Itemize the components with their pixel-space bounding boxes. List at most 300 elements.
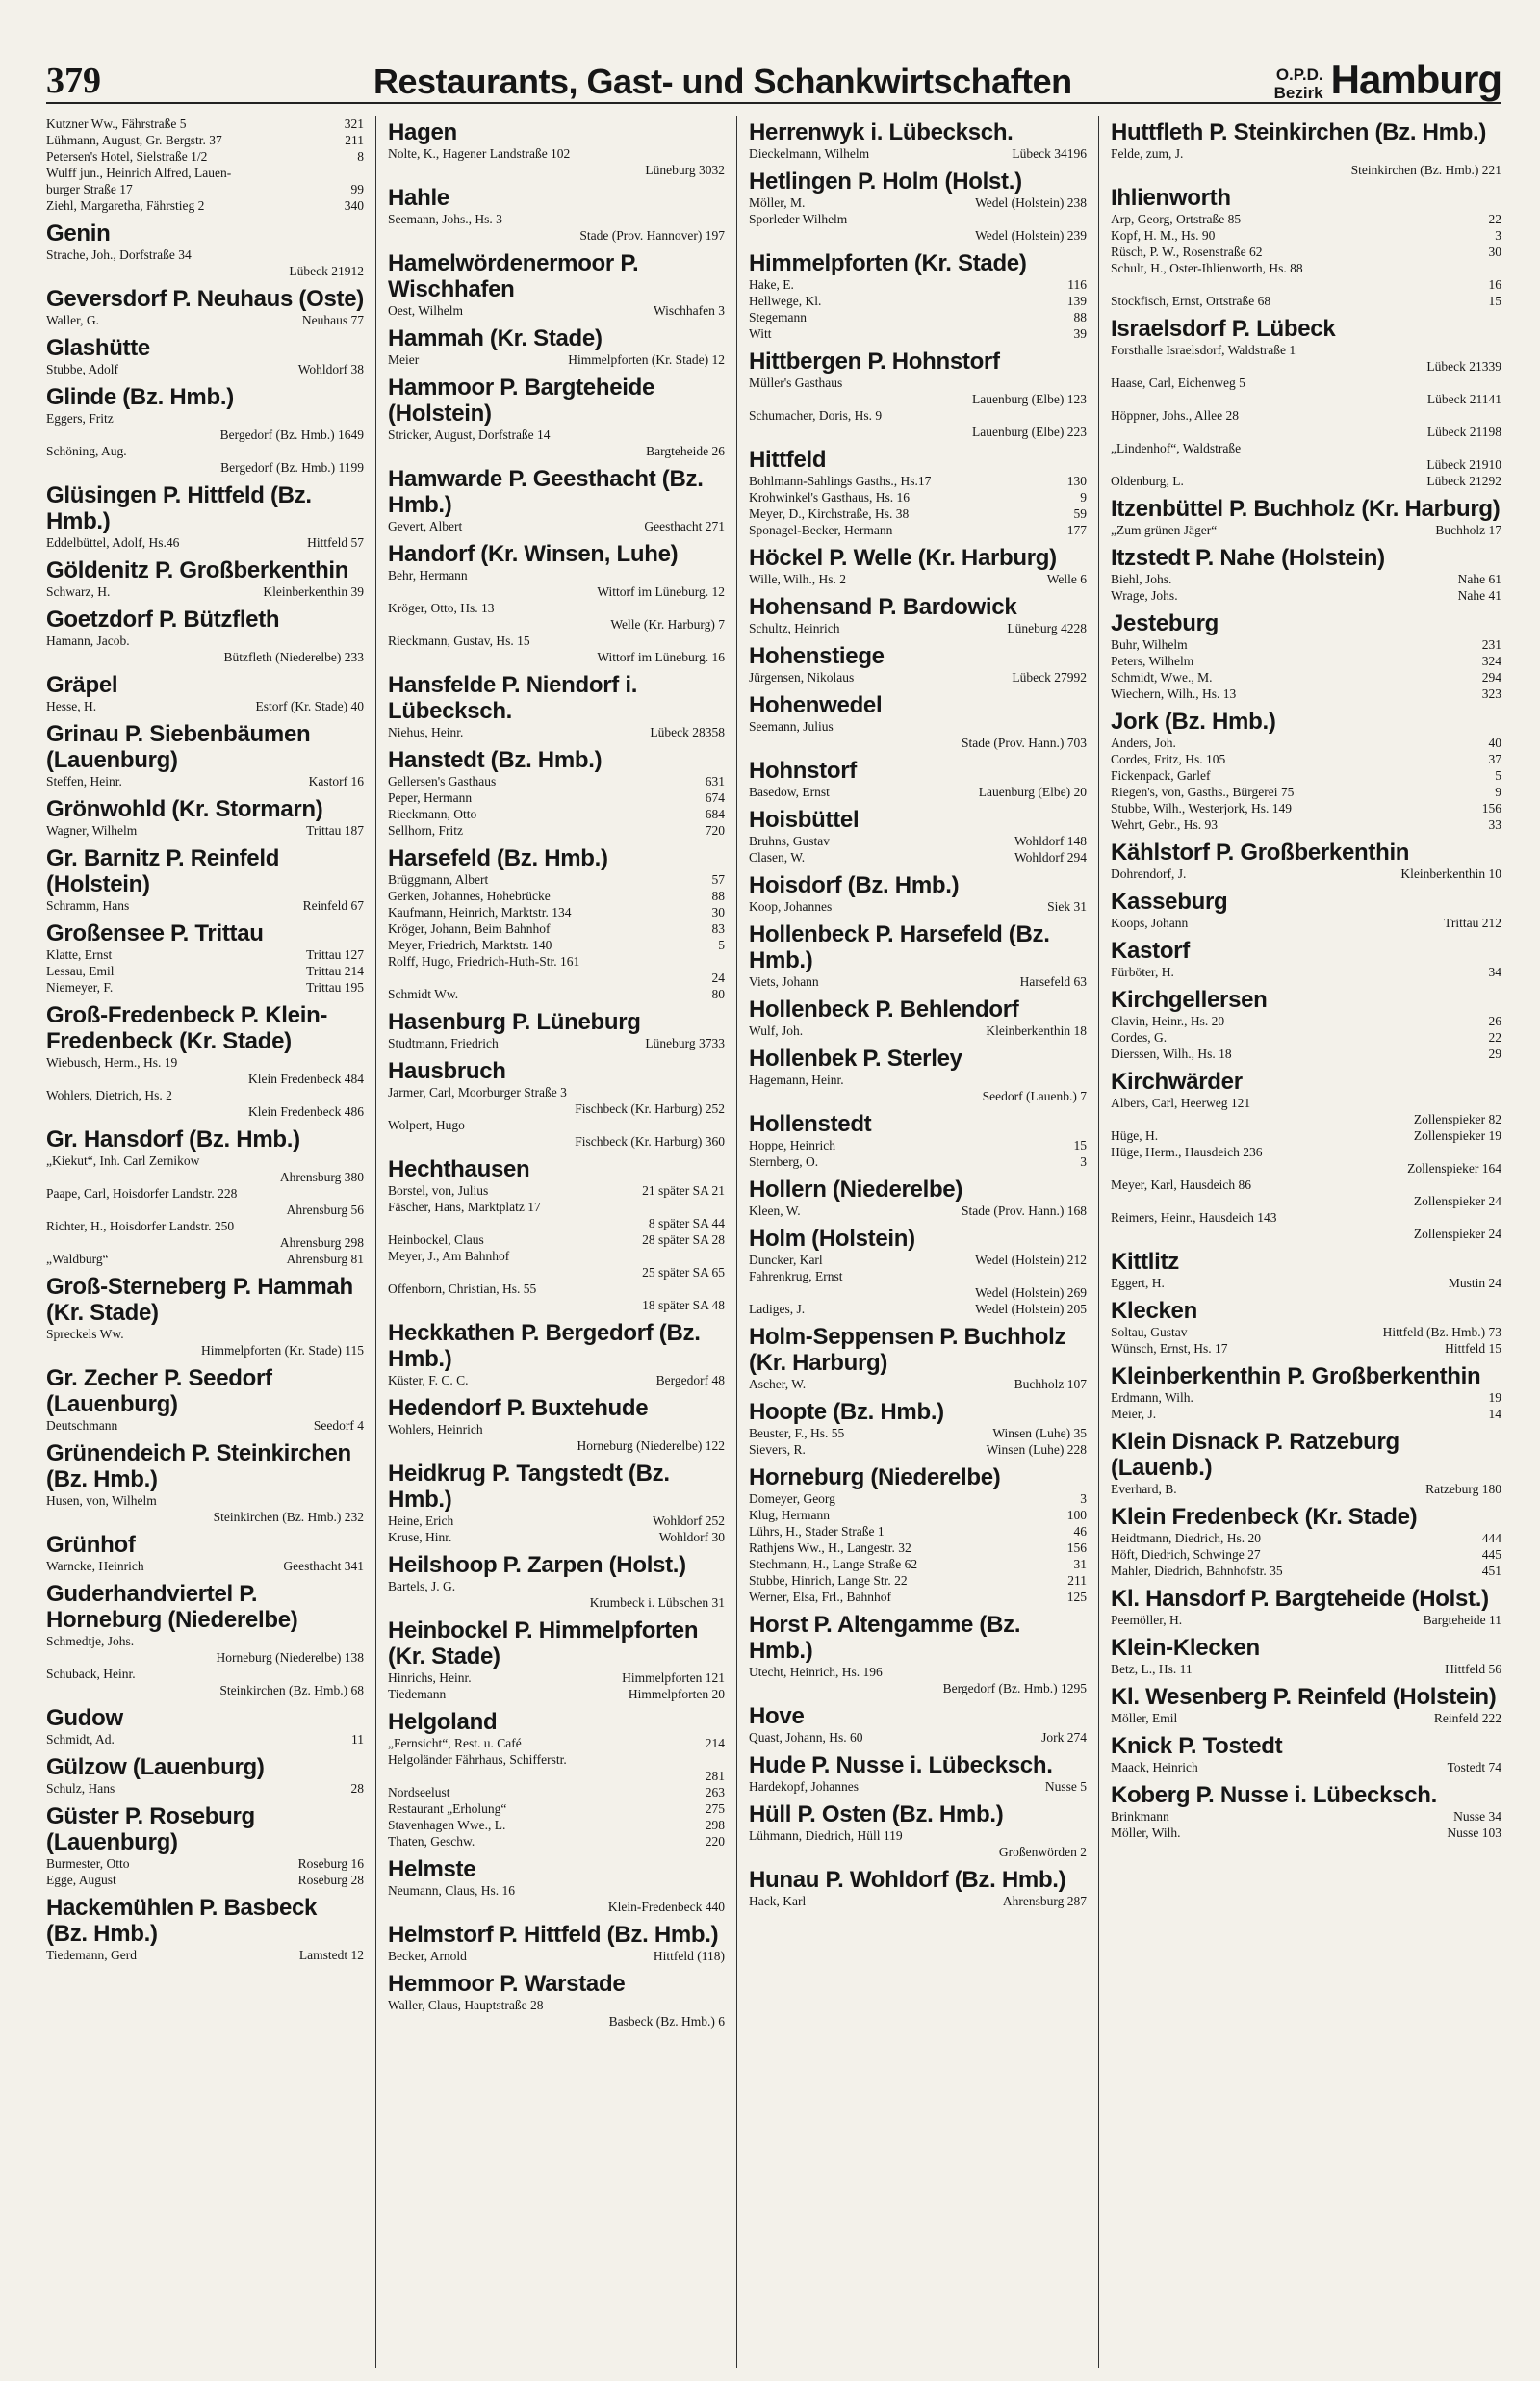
listing-phone: Wittorf im Lüneburg. 12 <box>597 584 725 599</box>
listing-line <box>46 1492 364 1509</box>
directory-entry <box>388 845 725 1002</box>
listing-name: Höppner, Johs., Allee 28 <box>1111 408 1239 423</box>
place-heading: Holm (Holstein) <box>749 1226 915 1252</box>
column-3 <box>737 116 1099 2368</box>
listing-name: Ascher, W. <box>749 1377 807 1391</box>
listing-name: Schmidt, Ad. <box>46 1732 115 1747</box>
columns-container <box>46 116 1502 2368</box>
listing-name: Hamann, Jacob. <box>46 634 130 648</box>
listing-phone: 116 <box>1067 277 1087 292</box>
directory-entry <box>46 286 364 328</box>
listing-name: Meier <box>388 352 420 367</box>
listing-name: Deutschmann <box>46 1418 118 1433</box>
listing-name: „Waldburg“ <box>46 1252 109 1266</box>
listing-line <box>388 1372 725 1388</box>
listing-name: Nolte, K., Hagener Landstraße 102 <box>388 146 571 161</box>
directory-entry <box>388 466 725 534</box>
listing-line <box>388 1594 725 1611</box>
listing-phone: 211 <box>1067 1573 1087 1588</box>
place-heading: Horst P. Altengamme (Bz. Hmb.) <box>749 1612 1021 1664</box>
listing-phone: Lübeck 21910 <box>1426 457 1502 472</box>
listing-phone: Bergedorf (Bz. Hmb.) 1199 <box>220 460 364 475</box>
listing-line <box>1111 162 1502 178</box>
listing-name: Richter, H., Hoisdorfer Landstr. 250 <box>46 1219 235 1233</box>
directory-entry <box>388 1618 725 1702</box>
directory-entry <box>749 996 1087 1039</box>
directory-entry <box>1111 938 1502 980</box>
directory-entry <box>388 325 725 368</box>
directory-entry <box>388 1552 725 1611</box>
listing-line <box>1111 1226 1502 1242</box>
listing-name: Burmester, Otto <box>46 1856 130 1871</box>
listing-line <box>388 1784 725 1800</box>
listing-name: Rolff, Hugo, Friedrich-Huth-Str. 161 <box>388 954 580 969</box>
place-heading: Klein Fredenbeck (Kr. Stade) <box>1111 1504 1418 1530</box>
listing-phone: 25 später SA 65 <box>642 1265 725 1280</box>
directory-entry <box>388 747 725 839</box>
listing-name: Heinbockel, Claus <box>388 1232 484 1247</box>
directory-entry <box>46 1803 364 1888</box>
listing-phone: 83 <box>711 921 725 936</box>
listing-name: Niemeyer, F. <box>46 980 114 995</box>
place-heading: Hüll P. Osten (Bz. Hmb.) <box>749 1801 1004 1827</box>
place-heading: Hunau P. Wohldorf (Bz. Hmb.) <box>749 1867 1066 1893</box>
listing-name: Schultz, Heinrich <box>749 621 840 635</box>
listing-name: Ladiges, J. <box>749 1302 806 1316</box>
listing-phone: Großenwörden 2 <box>998 1845 1087 1859</box>
listing-phone: 281 <box>705 1769 725 1783</box>
listing-phone: Hittfeld (Bz. Hmb.) 73 <box>1382 1325 1502 1339</box>
place-heading: Gräpel <box>46 672 118 698</box>
place-heading: Gr. Hansdorf (Bz. Hmb.) <box>46 1126 300 1152</box>
place-heading: Groß-Fredenbeck P. Klein-Fredenbeck (Kr. Stade) <box>46 1002 328 1054</box>
listing-phone: Kleinberkenthin 39 <box>263 584 364 599</box>
place-heading: Güster P. Roseburg (Lauenburg) <box>46 1803 255 1855</box>
listing-name: Klug, Hermann <box>749 1508 830 1522</box>
listing-line <box>749 505 1087 522</box>
directory-entry <box>749 1324 1087 1392</box>
listing-line <box>749 1072 1087 1088</box>
place-heading: Hemmoor P. Warstade <box>388 1971 626 1997</box>
directory-entry <box>749 1703 1087 1746</box>
listing-line <box>46 773 364 789</box>
listing-name: Bohlmann-Sahlings Gasths., Hs.17 <box>749 474 932 488</box>
directory-entry <box>46 482 364 551</box>
listing-phone: 29 <box>1488 1047 1502 1061</box>
listing-line <box>749 669 1087 686</box>
place-heading: Hetlingen P. Holm (Holst.) <box>749 168 1022 194</box>
listing-phone: Krumbeck i. Lübschen 31 <box>589 1595 725 1610</box>
listing-line <box>749 1268 1087 1284</box>
listing-name: Meyer, Friedrich, Marktstr. 140 <box>388 938 552 952</box>
place-heading: Gr. Zecher P. Seedorf (Lauenburg) <box>46 1365 272 1417</box>
listing-line <box>46 698 364 714</box>
directory-entry <box>388 185 725 244</box>
listing-phone: Geesthacht 271 <box>644 519 725 533</box>
directory-entry <box>1111 987 1502 1062</box>
listing-name: Rieckmann, Otto <box>388 807 477 821</box>
listing-line <box>46 116 364 132</box>
listing-name: Hüge, Herm., Hausdeich 236 <box>1111 1145 1263 1159</box>
listing-line <box>388 1513 725 1529</box>
listing-name: Wolpert, Hugo <box>388 1118 465 1132</box>
listing-name: Haase, Carl, Eichenweg 5 <box>1111 375 1245 390</box>
listing-name: Niehus, Heinr. <box>388 725 464 739</box>
listing-name: Meyer, J., Am Bahnhof <box>388 1249 510 1263</box>
listing-line <box>1111 440 1502 456</box>
listing-name: Egge, August <box>46 1873 116 1887</box>
listing-phone: Hittfeld 56 <box>1445 1662 1502 1676</box>
place-heading: Holm-Seppensen P. Buchholz (Kr. Harburg) <box>749 1324 1066 1376</box>
directory-entry <box>388 119 725 178</box>
place-heading: Hoisbüttel <box>749 807 860 833</box>
listing-phone: Basbeck (Bz. Hmb.) 6 <box>608 2014 725 2029</box>
listing-name: Viets, Johann <box>749 974 819 989</box>
listing-phone: Lübeck 21912 <box>289 264 364 278</box>
listing-line <box>46 443 364 459</box>
listing-line <box>46 459 364 476</box>
listing-phone: Trittau 187 <box>306 823 364 838</box>
listing-phone: Wedel (Holstein) 238 <box>975 195 1087 210</box>
listing-phone: Trittau 214 <box>306 964 364 978</box>
listing-line <box>388 1084 725 1100</box>
listing-line <box>46 1087 364 1103</box>
listing-name: Schmidt Ww. <box>388 987 459 1001</box>
listing-name: Schöning, Aug. <box>46 444 127 458</box>
listing-phone: 34 <box>1488 965 1502 979</box>
listing-name: Meyer, Karl, Hausdeich 86 <box>1111 1178 1252 1192</box>
listing-name: Quast, Johann, Hs. 60 <box>749 1730 863 1745</box>
place-heading: Heckkathen P. Bergedorf (Bz. Hmb.) <box>388 1320 701 1372</box>
listing-phone: 720 <box>705 823 725 838</box>
listing-phone: 57 <box>711 872 725 887</box>
place-heading: Hollenstedt <box>749 1111 872 1137</box>
listing-line <box>46 897 364 914</box>
place-heading: Kählstorf P. Großberkenthin <box>1111 840 1410 866</box>
listing-line <box>749 1507 1087 1523</box>
listing-name: Forsthalle Israelsdorf, Waldstraße 1 <box>1111 343 1296 357</box>
listing-line <box>1111 293 1502 309</box>
place-heading: Hollenbeck P. Behlendorf <box>749 996 1019 1022</box>
listing-phone: 324 <box>1481 654 1502 668</box>
directory-entry <box>388 1971 725 2030</box>
listing-line <box>46 1152 364 1169</box>
listing-phone: 231 <box>1481 637 1502 652</box>
listing-phone: Winsen (Luhe) 228 <box>986 1442 1087 1457</box>
listing-line <box>46 132 364 148</box>
directory-entry <box>749 1226 1087 1317</box>
listing-line <box>1111 391 1502 407</box>
place-heading: Helmstorf P. Hittfeld (Bz. Hmb.) <box>388 1922 719 1948</box>
directory-entry <box>46 1895 364 1963</box>
directory-entry <box>1111 1684 1502 1726</box>
listing-phone: Fischbeck (Kr. Harburg) 360 <box>575 1134 725 1149</box>
listing-name: Neumann, Claus, Hs. 16 <box>388 1883 515 1898</box>
place-heading: Helgoland <box>388 1709 498 1735</box>
listing-phone: Steinkirchen (Bz. Hmb.) 232 <box>213 1510 364 1524</box>
listing-name: Oest, Wilhelm <box>388 303 463 318</box>
place-heading: Hammah (Kr. Stade) <box>388 325 603 351</box>
place-heading: Groß-Sterneberg P. Hammah (Kr. Stade) <box>46 1274 353 1326</box>
place-heading: Großensee P. Trittau <box>46 920 264 946</box>
listing-phone: 46 <box>1073 1524 1087 1539</box>
listing-phone: 177 <box>1066 523 1087 537</box>
directory-entry <box>749 872 1087 915</box>
listing-phone: Himmelpforten 20 <box>628 1687 725 1701</box>
listing-line <box>1111 473 1502 489</box>
directory-entry <box>1111 1586 1502 1628</box>
listing-line <box>1111 1144 1502 1160</box>
listing-line <box>46 1326 364 1342</box>
listing-line <box>1111 669 1502 686</box>
directory-entry <box>749 1046 1087 1104</box>
directory-entry <box>46 796 364 839</box>
listing-name: Steffen, Heinr. <box>46 774 122 789</box>
listing-line <box>749 1376 1087 1392</box>
place-heading: Kl. Wesenberg P. Reinfeld (Holstein) <box>1111 1684 1497 1710</box>
region-label <box>1274 58 1502 102</box>
listing-name: Kutzner Ww., Fährstraße 5 <box>46 116 187 131</box>
listing-line <box>46 979 364 996</box>
listing-line <box>46 1169 364 1185</box>
listing-line <box>46 649 364 665</box>
listing-line <box>388 953 725 970</box>
place-heading: Jesteburg <box>1111 610 1219 636</box>
listing-line <box>1111 276 1502 293</box>
listing-phone: 28 <box>350 1781 364 1796</box>
listing-phone: Welle (Kr. Harburg) 7 <box>610 617 725 632</box>
place-heading: Klecken <box>1111 1298 1197 1324</box>
listing-phone: Bargteheide 26 <box>646 444 725 458</box>
listing-name: Peper, Hermann <box>388 790 473 805</box>
listing-name: Seemann, Johs., Hs. 3 <box>388 212 502 226</box>
listing-line <box>1111 1160 1502 1177</box>
listing-line <box>388 920 725 937</box>
listing-name: Mahler, Diedrich, Bahnhofstr. 35 <box>1111 1564 1283 1578</box>
place-heading: Glinde (Bz. Hmb.) <box>46 384 234 410</box>
listing-line <box>749 1252 1087 1268</box>
listing-line <box>1111 800 1502 816</box>
listing-line <box>388 1735 725 1751</box>
listing-phone: Bergedorf (Bz. Hmb.) 1649 <box>219 427 364 442</box>
place-heading: Klein-Klecken <box>1111 1635 1260 1661</box>
listing-phone: 100 <box>1066 1508 1087 1522</box>
listing-line <box>1111 1563 1502 1579</box>
listing-phone: 294 <box>1481 670 1502 685</box>
listing-name: Betz, L., Hs. 11 <box>1111 1662 1193 1676</box>
listing-line <box>749 1441 1087 1458</box>
listing-line <box>1111 260 1502 276</box>
listing-line <box>1111 375 1502 391</box>
listing-name: Stockfisch, Ernst, Ortstraße 68 <box>1111 294 1271 308</box>
listing-phone: 214 <box>705 1736 725 1750</box>
listing-phone: Fischbeck (Kr. Harburg) 252 <box>575 1101 725 1116</box>
listing-phone: Steinkirchen (Bz. Hmb.) 221 <box>1350 163 1502 177</box>
place-heading: Hechthausen <box>388 1156 530 1182</box>
listing-line <box>46 197 364 214</box>
listing-line <box>1111 1825 1502 1841</box>
listing-line <box>46 1251 364 1267</box>
listing-name: Rüsch, P. W., Rosenstraße 62 <box>1111 245 1263 259</box>
listing-line <box>1111 424 1502 440</box>
opd-bezirk-label: O.P.D. Bezirk <box>1273 65 1323 102</box>
listing-phone: Nahe 41 <box>1457 588 1502 603</box>
listing-line <box>46 1731 364 1747</box>
listing-line <box>749 1778 1087 1795</box>
directory-entry <box>1111 610 1502 702</box>
listing-name: Hack, Karl <box>749 1894 807 1908</box>
directory-entry <box>46 220 364 279</box>
listing-name: Wehrt, Gebr., Hs. 93 <box>1111 817 1219 832</box>
listing-phone: Bargteheide 11 <box>1423 1613 1502 1627</box>
listing-line <box>46 410 364 427</box>
listing-line <box>749 1893 1087 1909</box>
listing-name: Stubbe, Adolf <box>46 362 119 376</box>
listing-line <box>749 1827 1087 1844</box>
listing-name: Möller, Wilh. <box>1111 1825 1181 1840</box>
listing-line <box>46 583 364 600</box>
listing-phone: Reinfeld 222 <box>1433 1711 1502 1725</box>
listing-line <box>46 946 364 963</box>
listing-line <box>749 211 1087 227</box>
listing-name: Wohlers, Heinrich <box>388 1422 483 1436</box>
listing-name: Cordes, G. <box>1111 1030 1168 1045</box>
listing-line <box>1111 342 1502 358</box>
listing-phone: Geesthacht 341 <box>283 1559 364 1573</box>
listing-phone: 263 <box>705 1785 725 1799</box>
directory-entry <box>46 1002 364 1120</box>
directory-entry <box>749 692 1087 751</box>
listing-line <box>388 1437 725 1454</box>
listing-name: Kopf, H. M., Hs. 90 <box>1111 228 1216 243</box>
place-heading: Hammoor P. Bargteheide (Holstein) <box>388 375 655 427</box>
listing-name: Petersen's Hotel, Sielstraße 1/2 <box>46 149 208 164</box>
listing-line <box>1111 1029 1502 1046</box>
listing-phone: 28 später SA 28 <box>642 1232 725 1247</box>
listing-line <box>388 1231 725 1248</box>
listing-phone: Trittau 195 <box>306 980 364 995</box>
listing-name: Albers, Carl, Heerweg 121 <box>1111 1096 1251 1110</box>
listing-line <box>388 1100 725 1117</box>
place-heading: Geversdorf P. Neuhaus (Oste) <box>46 286 364 312</box>
listing-name: Krohwinkel's Gasthaus, Hs. 16 <box>749 490 911 505</box>
place-heading: Himmelpforten (Kr. Stade) <box>749 250 1027 276</box>
listing-phone: 16 <box>1488 277 1502 292</box>
listing-phone: 26 <box>1488 1014 1502 1028</box>
listing-name: Basedow, Ernst <box>749 785 830 799</box>
directory-entry <box>388 1395 725 1454</box>
listing-name: Hake, E. <box>749 277 794 292</box>
listing-phone: Zollenspieker 24 <box>1413 1194 1502 1208</box>
region-name: Hamburg <box>1330 57 1502 102</box>
listing-line <box>1111 571 1502 587</box>
listing-name: Stubbe, Hinrich, Lange Str. 22 <box>749 1573 908 1588</box>
place-heading: Hittfeld <box>749 447 827 473</box>
place-heading: Kastorf <box>1111 938 1190 964</box>
listing-name: Lührs, H., Stader Straße 1 <box>749 1524 885 1539</box>
listing-line <box>46 148 364 165</box>
listing-name: Gellersen's Gasthaus <box>388 774 497 789</box>
listing-name: Lessau, Emil <box>46 964 115 978</box>
listing-line <box>749 1088 1087 1104</box>
listing-phone: 9 <box>1495 785 1502 799</box>
place-heading: Guderhandviertel P. Horneburg (Niederelbe) <box>46 1581 298 1633</box>
listing-name: Clavin, Heinr., Hs. 20 <box>1111 1014 1225 1028</box>
listing-name: Koop, Johannes <box>749 899 833 914</box>
listing-phone: 298 <box>705 1818 725 1832</box>
listing-line <box>388 1833 725 1850</box>
directory-entry <box>46 845 364 914</box>
directory-entry <box>749 1111 1087 1170</box>
listing-name: „Kiekut“, Inh. Carl Zernikow <box>46 1153 200 1168</box>
place-heading: Heidkrug P. Tangstedt (Bz. Hmb.) <box>388 1461 670 1513</box>
place-heading: Grünendeich P. Steinkirchen (Bz. Hmb.) <box>46 1440 351 1492</box>
listing-phone: Lübeck 21292 <box>1426 474 1502 488</box>
listing-line <box>749 1425 1087 1441</box>
listing-name: Gevert, Albert <box>388 519 463 533</box>
listing-name: Oldenburg, L. <box>1111 474 1184 488</box>
directory-entry <box>46 1274 364 1359</box>
listing-line <box>749 375 1087 391</box>
listing-name: Heine, Erich <box>388 1514 454 1528</box>
directory-entry <box>749 119 1087 162</box>
listing-line <box>749 1680 1087 1696</box>
listing-name: Tiedemann <box>388 1687 447 1701</box>
listing-phone: 444 <box>1481 1531 1502 1545</box>
listing-line <box>749 276 1087 293</box>
directory-entry <box>1111 545 1502 604</box>
listing-line <box>46 534 364 551</box>
listing-name: Studtmann, Friedrich <box>388 1036 499 1050</box>
listing-name: Dieckelmann, Wilhelm <box>749 146 870 161</box>
listing-phone: Ahrensburg 380 <box>279 1170 364 1184</box>
place-heading: Kirchgellersen <box>1111 987 1268 1013</box>
listing-phone: 8 später SA 44 <box>648 1216 725 1230</box>
listing-name: Ziehl, Margaretha, Fährstieg 2 <box>46 198 205 213</box>
listing-name: Schuback, Heinr. <box>46 1667 136 1681</box>
listing-phone: 99 <box>350 182 364 196</box>
listing-phone: Ahrensburg 298 <box>279 1235 364 1250</box>
directory-entry <box>388 1461 725 1545</box>
listing-line <box>388 871 725 888</box>
page-header <box>46 42 1502 104</box>
listing-line <box>749 1301 1087 1317</box>
listing-line <box>749 571 1087 587</box>
listing-line <box>1111 1481 1502 1497</box>
listing-line <box>388 1948 725 1964</box>
listing-line <box>1111 767 1502 784</box>
listing-phone: Estorf (Kr. Stade) 40 <box>255 699 364 713</box>
directory-entry <box>46 672 364 714</box>
listing-line <box>388 518 725 534</box>
listing-phone: Winsen (Luhe) 35 <box>992 1426 1087 1440</box>
listing-name: „Fernsicht“, Rest. u. Café <box>388 1736 522 1750</box>
listing-line <box>46 1855 364 1872</box>
listing-name: Stegemann <box>749 310 807 324</box>
listing-line <box>388 443 725 459</box>
listing-line <box>388 427 725 443</box>
place-heading: Heilshoop P. Zarpen (Holst.) <box>388 1552 686 1578</box>
listing-phone: 3 <box>1080 1154 1087 1169</box>
place-heading: Gülzow (Lauenburg) <box>46 1754 265 1780</box>
listing-phone: 39 <box>1073 326 1087 341</box>
listing-name: Meier, J. <box>1111 1407 1157 1421</box>
listing-line <box>1111 1340 1502 1357</box>
column-4 <box>1099 116 1502 2368</box>
listing-line <box>388 583 725 600</box>
listing-line <box>46 312 364 328</box>
listing-phone: Neuhaus 77 <box>301 313 364 327</box>
